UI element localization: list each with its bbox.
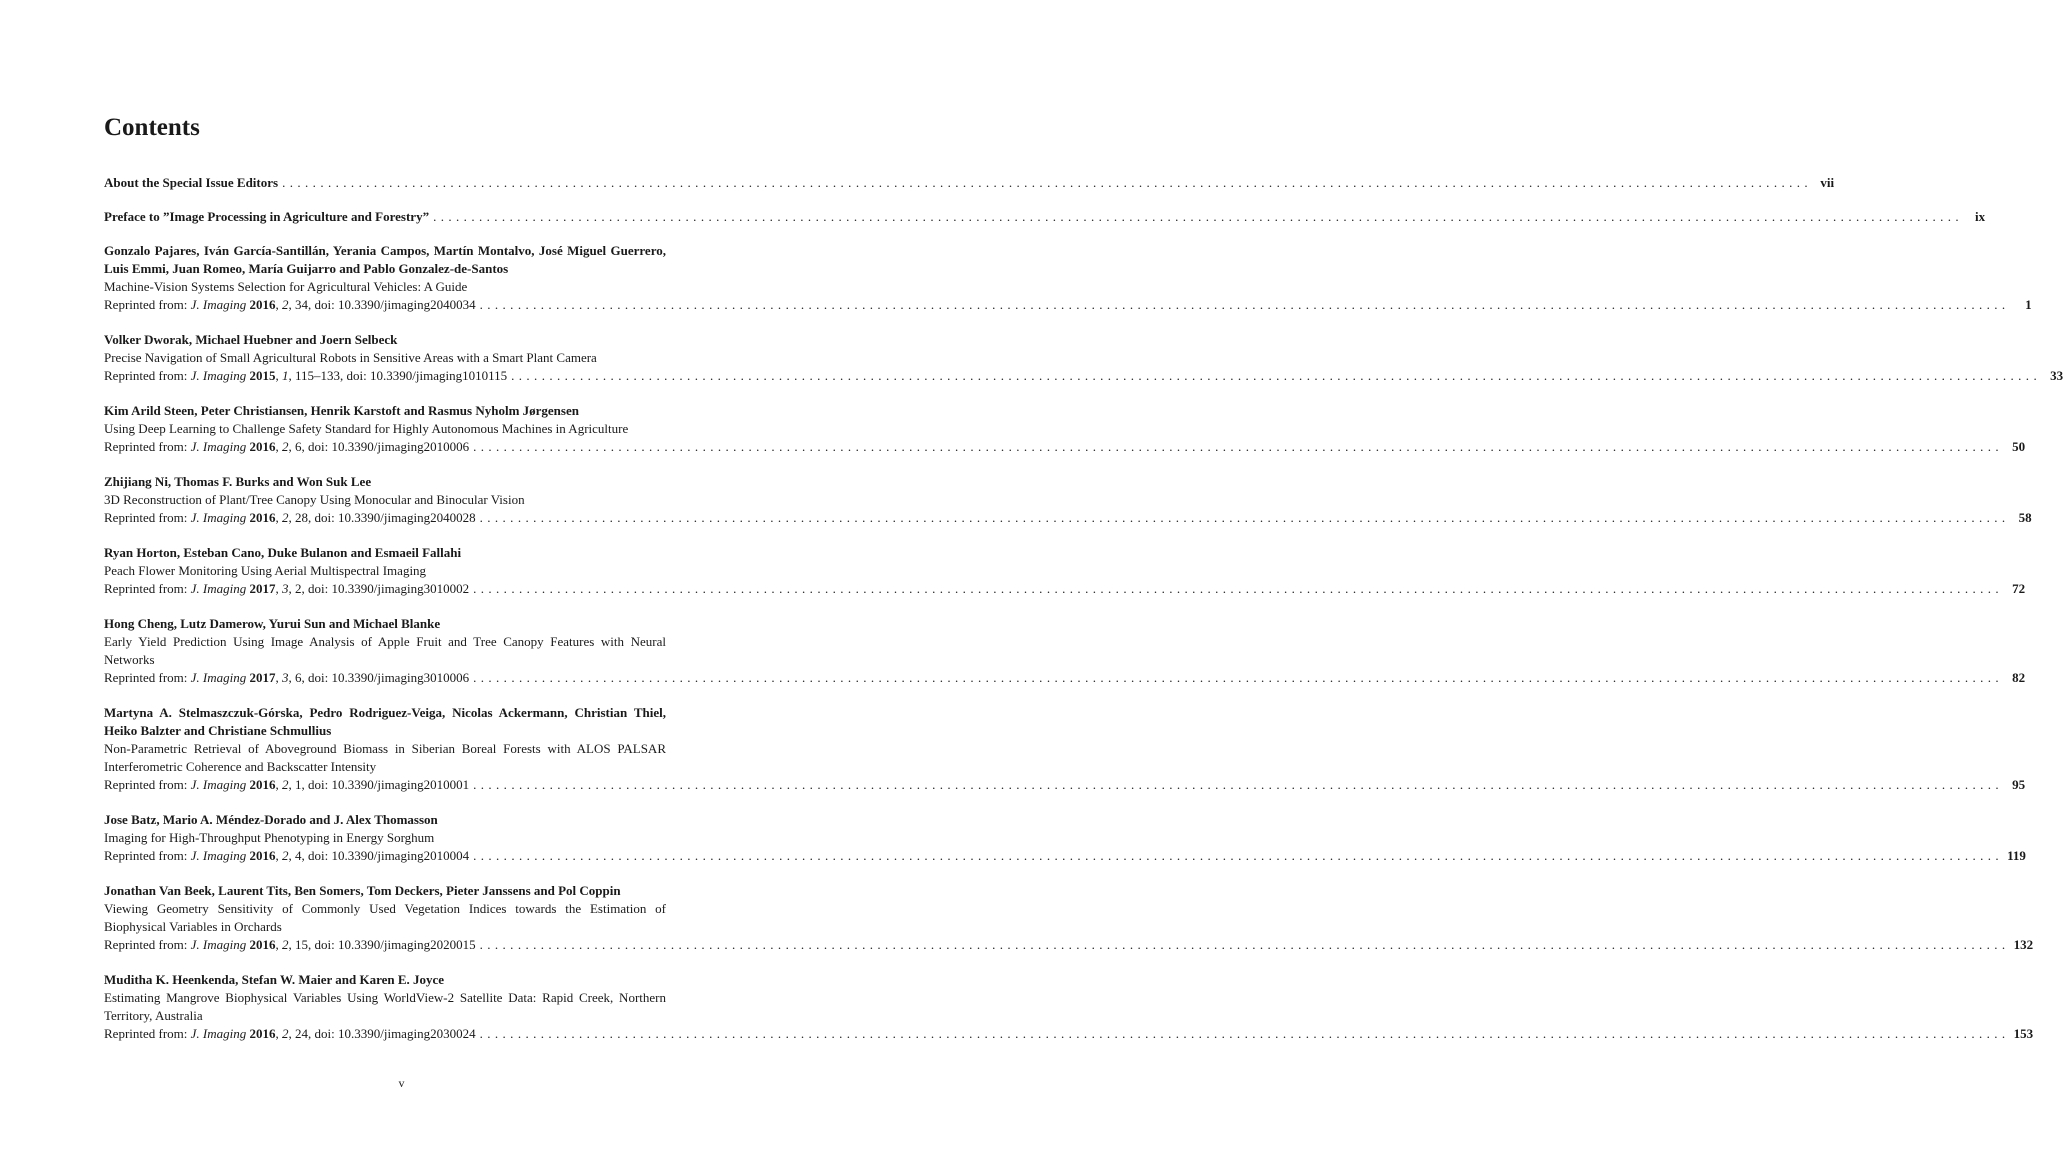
journal-name: J. Imaging <box>190 777 247 792</box>
entry-citation: Reprinted from: J. Imaging 2015, 1, 115–133, doi: 10.3390/jimaging1010115 <box>104 368 508 383</box>
dot-leader: ........................................................................................................................................................................................................ <box>479 297 2010 312</box>
entry-citation: Reprinted from: J. Imaging 2016, 2, 34, doi: 10.3390/jimaging2040034 <box>104 297 476 312</box>
citation-volume: 2 <box>282 1026 289 1041</box>
citation-year: 2016 <box>249 510 276 525</box>
entry-authors: Kim Arild Steen, Peter Christiansen, Henrik Karstoft and Rasmus Nyholm Jørgensen <box>104 403 579 418</box>
citation-volume: 2 <box>282 297 289 312</box>
journal-name: J. Imaging <box>190 670 247 685</box>
entry-title: Imaging for High-Throughput Phenotyping in Energy Sorghum <box>104 830 435 845</box>
citation-volume: 2 <box>282 937 289 952</box>
citation-prefix: Reprinted from: <box>104 937 191 952</box>
journal-name: J. Imaging <box>190 581 247 596</box>
citation-prefix: Reprinted from: <box>104 368 191 383</box>
toc-page-number: vii <box>1820 175 1835 190</box>
entry-citation: Reprinted from: J. Imaging 2016, 2, 4, doi: 10.3390/jimaging2010004 <box>104 848 470 863</box>
journal-name: J. Imaging <box>190 848 247 863</box>
toc-entry[interactable] <box>104 544 2026 598</box>
entry-citation: Reprinted from: J. Imaging 2016, 2, 28, doi: 10.3390/jimaging2040028 <box>104 510 476 525</box>
dot-leader: ........................................................................................................................................................................................................ <box>473 777 2004 792</box>
entry-title: 3D Reconstruction of Plant/Tree Canopy Using Monocular and Binocular Vision <box>104 492 525 507</box>
toc-page-number: 50 <box>2012 439 2026 454</box>
citation-volume: 2 <box>282 777 289 792</box>
citation-year: 2015 <box>249 368 276 383</box>
dot-leader: ........................................................................................................................................................................................................ <box>511 368 2042 383</box>
citation-year: 2016 <box>249 848 276 863</box>
citation-volume: 2 <box>282 848 289 863</box>
entry-citation: Reprinted from: J. Imaging 2017, 3, 2, doi: 10.3390/jimaging3010002 <box>104 581 470 596</box>
citation-prefix: Reprinted from: <box>104 1026 191 1041</box>
toc-item-preface[interactable] <box>104 208 1986 226</box>
citation-rest: , 6, doi: 10.3390/jimaging3010006 <box>288 670 470 685</box>
citation-volume: 2 <box>282 439 289 454</box>
journal-name: J. Imaging <box>190 1026 247 1041</box>
entry-citation: Reprinted from: J. Imaging 2016, 2, 1, doi: 10.3390/jimaging2010001 <box>104 777 470 792</box>
journal-name: J. Imaging <box>190 510 247 525</box>
entry-citation: Reprinted from: J. Imaging 2016, 2, 6, doi: 10.3390/jimaging2010006 <box>104 439 470 454</box>
toc-page-number: 1 <box>2025 297 2032 312</box>
entry-authors: Jonathan Van Beek, Laurent Tits, Ben Somers, Tom Deckers, Pieter Janssens and Pol Coppin <box>104 883 621 898</box>
entry-authors: Volker Dworak, Michael Huebner and Joern Selbeck <box>104 332 398 347</box>
toc-entry[interactable] <box>104 704 2026 794</box>
citation-year: 2017 <box>249 670 276 685</box>
entry-authors: Jose Batz, Mario A. Méndez-Dorado and J. Alex Thomasson <box>104 812 438 827</box>
entry-authors: Zhijiang Ni, Thomas F. Burks and Won Suk Lee <box>104 474 372 489</box>
dot-leader: ........................................................................................................................................................................................................ <box>433 209 1964 224</box>
toc-entry[interactable] <box>104 402 2026 456</box>
citation-prefix: Reprinted from: <box>104 510 191 525</box>
entry-citation: Reprinted from: J. Imaging 2016, 2, 15, doi: 10.3390/jimaging2020015 <box>104 937 476 952</box>
toc-item-label: About the Special Issue Editors <box>104 175 279 190</box>
toc-entry[interactable] <box>104 811 2026 865</box>
toc-entry[interactable] <box>104 882 2034 954</box>
citation-year: 2017 <box>249 581 276 596</box>
citation-volume: 2 <box>282 510 289 525</box>
citation-year: 2016 <box>249 1026 276 1041</box>
toc-page-number: 132 <box>2013 937 2034 952</box>
dot-leader: ........................................................................................................................................................................................................ <box>473 848 2004 863</box>
citation-rest: , 115–133, doi: 10.3390/jimaging1010115 <box>288 368 508 383</box>
citation-volume: 3 <box>282 581 289 596</box>
toc-page-number: ix <box>1974 209 1986 224</box>
toc-item-editors[interactable] <box>104 174 1835 192</box>
entry-authors: Hong Cheng, Lutz Damerow, Yurui Sun and Michael Blanke <box>104 616 441 631</box>
toc-item-label: Preface to ”Image Processing in Agriculture and Forestry” <box>104 209 430 224</box>
toc-page-number: 153 <box>2013 1026 2034 1041</box>
citation-rest: , 28, doi: 10.3390/jimaging2040028 <box>288 510 476 525</box>
entry-citation: Reprinted from: J. Imaging 2016, 2, 24, doi: 10.3390/jimaging2030024 <box>104 1026 476 1041</box>
citation-volume: 3 <box>282 670 289 685</box>
dot-leader: ........................................................................................................................................................................................................ <box>473 670 2004 685</box>
entry-title: Viewing Geometry Sensitivity of Commonly Used Vegetation Indices towards the Estimation of Biophysical Variables in Orchards <box>104 901 666 934</box>
dot-leader: ........................................................................................................................................................................................................ <box>473 439 2004 454</box>
citation-prefix: Reprinted from: <box>104 581 191 596</box>
toc-page-number: 33 <box>2050 368 2063 383</box>
toc-entries <box>104 242 2063 1043</box>
citation-year: 2016 <box>249 777 276 792</box>
entry-authors: Ryan Horton, Esteban Cano, Duke Bulanon and Esmaeil Fallahi <box>104 545 462 560</box>
entry-title: Machine-Vision Systems Selection for Agricultural Vehicles: A Guide <box>104 279 468 294</box>
toc-entry[interactable] <box>104 971 2034 1043</box>
entry-authors: Gonzalo Pajares, Iván García-Santillán, Yerania Campos, Martín Montalvo, José Miguel Guerrero, Luis Emmi, Juan Romeo, María Guijarro and Pablo Gonzalez-de-Santos <box>104 243 666 276</box>
entry-title: Early Yield Prediction Using Image Analysis of Apple Fruit and Tree Canopy Features with Neural Networks <box>104 634 666 667</box>
toc-entry[interactable] <box>104 242 2032 314</box>
citation-prefix: Reprinted from: <box>104 848 191 863</box>
page-number-footer: v <box>398 1076 405 1090</box>
page-title: Contents <box>104 114 200 141</box>
entry-authors: Martyna A. Stelmaszczuk-Górska, Pedro Rodriguez-Veiga, Nicolas Ackermann, Christian Thiel, Heiko Balzter and Christiane Schmullius <box>104 705 666 738</box>
toc-page-number: 82 <box>2012 670 2026 685</box>
journal-name: J. Imaging <box>190 439 247 454</box>
citation-year: 2016 <box>249 297 276 312</box>
dot-leader: ........................................................................................................................................................................................................ <box>479 510 2010 525</box>
entry-title: Non-Parametric Retrieval of Aboveground Biomass in Siberian Boreal Forests with ALOS PALSAR Interferometric Coherence and Backscatter Intensity <box>104 741 666 774</box>
journal-name: J. Imaging <box>190 297 247 312</box>
citation-rest: , 2, doi: 10.3390/jimaging3010002 <box>288 581 470 596</box>
entry-title: Estimating Mangrove Biophysical Variables Using WorldView-2 Satellite Data: Rapid Creek, Northern Territory, Australia <box>104 990 666 1023</box>
entry-title: Using Deep Learning to Challenge Safety Standard for Highly Autonomous Machines in Agriculture <box>104 421 629 436</box>
toc-entry[interactable] <box>104 473 2032 527</box>
toc-entry[interactable] <box>104 331 2063 385</box>
entry-title: Precise Navigation of Small Agricultural Robots in Sensitive Areas with a Smart Plant Camera <box>104 350 597 365</box>
citation-rest: , 4, doi: 10.3390/jimaging2010004 <box>288 848 470 863</box>
citation-year: 2016 <box>249 439 276 454</box>
citation-volume: 1 <box>282 368 289 383</box>
toc-page-number: 58 <box>2018 510 2032 525</box>
table-of-contents <box>104 174 2063 1060</box>
citation-prefix: Reprinted from: <box>104 439 191 454</box>
toc-page-number: 95 <box>2012 777 2026 792</box>
citation-rest: , 15, doi: 10.3390/jimaging2020015 <box>288 937 476 952</box>
citation-rest: , 1, doi: 10.3390/jimaging2010001 <box>288 777 470 792</box>
citation-prefix: Reprinted from: <box>104 777 191 792</box>
citation-prefix: Reprinted from: <box>104 297 191 312</box>
citation-year: 2016 <box>249 937 276 952</box>
entry-title: Peach Flower Monitoring Using Aerial Multispectral Imaging <box>104 563 427 578</box>
toc-entry[interactable] <box>104 615 2026 687</box>
toc-page-number: 72 <box>2012 581 2026 596</box>
dot-leader: ........................................................................................................................................................................................................ <box>479 1026 2010 1041</box>
dot-leader: ........................................................................................................................................................................................................ <box>479 937 2010 952</box>
entry-citation: Reprinted from: J. Imaging 2017, 3, 6, doi: 10.3390/jimaging3010006 <box>104 670 470 685</box>
dot-leader: ........................................................................................................................................................................................................ <box>282 175 1813 190</box>
citation-rest: , 34, doi: 10.3390/jimaging2040034 <box>288 297 476 312</box>
citation-prefix: Reprinted from: <box>104 670 191 685</box>
dot-leader: ........................................................................................................................................................................................................ <box>473 581 2004 596</box>
citation-rest: , 24, doi: 10.3390/jimaging2030024 <box>288 1026 476 1041</box>
journal-name: J. Imaging <box>190 937 247 952</box>
journal-name: J. Imaging <box>190 368 247 383</box>
toc-page-number: 119 <box>2007 848 2026 863</box>
citation-rest: , 6, doi: 10.3390/jimaging2010006 <box>288 439 470 454</box>
entry-authors: Muditha K. Heenkenda, Stefan W. Maier and Karen E. Joyce <box>104 972 445 987</box>
